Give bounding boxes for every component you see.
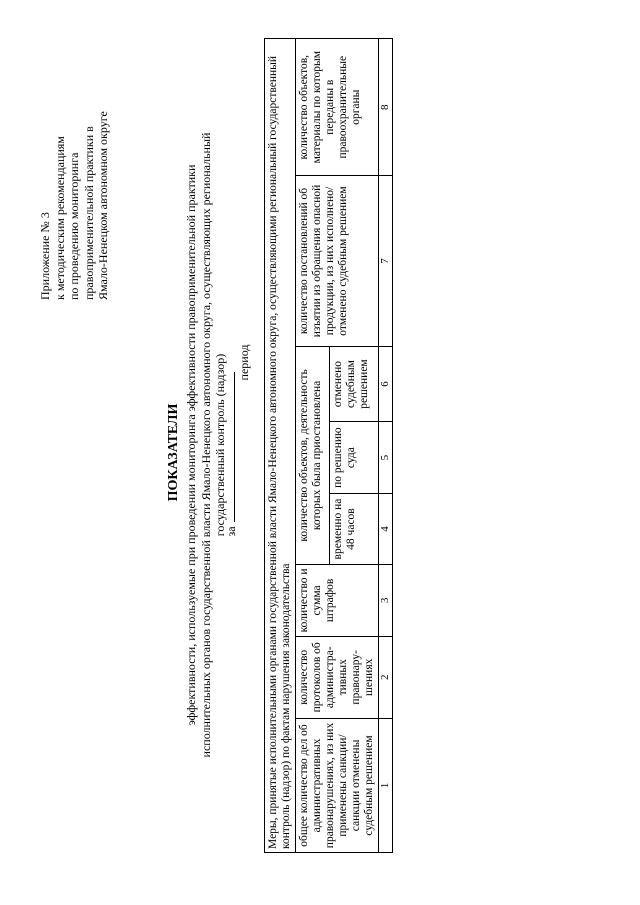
subtitle-line: эффективности, используемые при проведении мониторинга эффективности правоприменительной практики xyxy=(184,164,198,726)
column-header: по решению суда xyxy=(330,422,379,493)
period-line xyxy=(223,0,252,905)
column-header: общее количество дел об административных правонарушениях, из них применены санкции/ санкции отменены судебным решением xyxy=(296,718,379,852)
appendix-line: по проведению мониторинга xyxy=(67,152,81,300)
column-number: 1 xyxy=(379,718,393,852)
appendix-line: правоприменительной практики в xyxy=(81,126,96,300)
period-blank xyxy=(223,372,235,522)
column-number: 8 xyxy=(379,39,393,176)
indicators-table xyxy=(264,38,393,853)
column-header: временно на 48 часов xyxy=(330,493,379,564)
column-header: количество объектов, материалы по которым переданы в правоохранительные органы xyxy=(296,39,379,176)
column-header: количество постановлений об изъятии из обращения опасной продукции, из них исполнено/отменено судебным решением xyxy=(296,176,379,346)
period-prefix: за xyxy=(224,526,238,537)
column-header: количество протоколов об администра-тивных правонару-шениях xyxy=(296,636,379,718)
column-number: 3 xyxy=(379,565,393,636)
column-group-header: количество объектов, деятельность которых была приостановлена xyxy=(296,346,330,565)
column-number: 6 xyxy=(379,346,393,422)
appendix-line: к методическим рекомендациям xyxy=(52,136,67,300)
subtitle-line: государственный контроль (надзор) xyxy=(213,353,227,537)
column-number: 4 xyxy=(379,493,393,564)
column-number: 7 xyxy=(379,176,393,346)
column-number: 5 xyxy=(379,422,393,493)
appendix-number: Приложение № 3 xyxy=(38,212,52,300)
appendix-line: Ямало-Ненецком автономном округе xyxy=(96,111,110,300)
column-header: количество и сумма штрафов xyxy=(296,565,379,636)
document-subtitle xyxy=(184,105,228,785)
document-title: ПОКАЗАТЕЛИ xyxy=(166,403,181,502)
table-header-main: Меры, принятые исполнительными органами государственной власти Ямало-Ненецкого автономного округа, осуществляющими региональный государственный контроль (надзор) по фактам нарушения законодательства xyxy=(265,39,296,853)
column-number: 2 xyxy=(379,636,393,718)
period-note: период xyxy=(237,344,251,381)
column-header: отменено судебным решением xyxy=(330,346,379,422)
subtitle-line: исполнительных органов государственной власти Ямало-Ненецкого автономного округа, осуществляющих региональный xyxy=(198,132,213,758)
appendix-block xyxy=(38,40,111,300)
